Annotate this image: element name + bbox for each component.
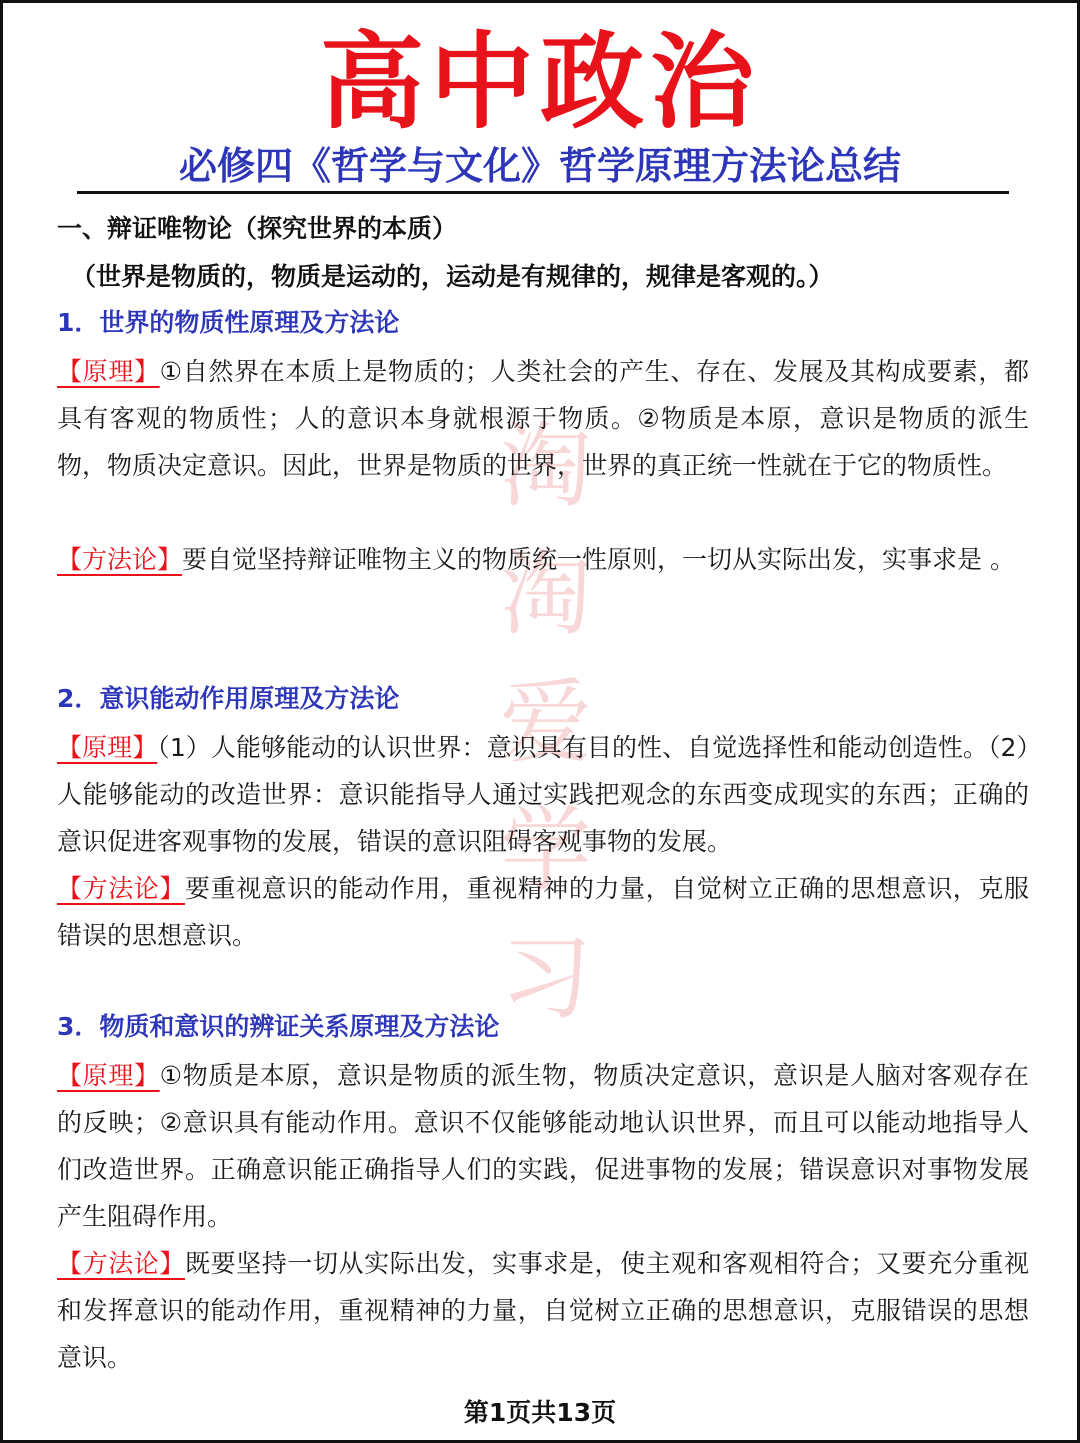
topic-2-principle [57,724,1029,865]
page-title: 高中政治 [319,21,760,143]
principle-text: （1）人能够能动的认识世界：意识具有目的性、自觉选择性和能动创造性。（2）人能够能动的改造世界：意识能指导人通过实践把观念的东西变成现实的东西；正确的意识促进客观事物的发展，错误的意识阻碍客观事物的发展。 [57,733,1029,856]
principle-label: 【原理】 [57,357,160,386]
section-summary: （世界是物质的，物质是运动的，运动是有规律的，规律是客观的。） [71,262,834,291]
method-text: 要重视意识的能动作用，重视精神的力量，自觉树立正确的思想意识，克服错误的思想意识。 [57,874,1029,950]
principle-label: 【原理】 [57,1061,160,1090]
topic-3-method [57,1240,1029,1381]
principle-label: 【原理】 [57,733,158,762]
method-label: 【方法论】 [57,545,183,574]
topic-3-principle [57,1052,1029,1240]
principle-text: ①物质是本原，意识是物质的派生物，物质决定意识，意识是人脑对客观存在的反映；②意识具有能动作用。意识不仅能够能动地认识世界，而且可以能动地指导人们改造世界。正确意识能正确指导人们的实践，促进事物的发展；错误意识对事物发展产生阻碍作用。 [57,1061,1029,1231]
principle-text: ①自然界在本质上是物质的；人类社会的产生、存在、发展及其构成要素，都具有客观的物质性；人的意识本身就根源于物质。②物质是本原，意识是物质的派生物，物质决定意识。因此，世界是物质的世界，世界的真正统一性就在于它的物质性。 [57,357,1029,480]
topic-1-method [57,536,1029,583]
title-divider [77,191,1009,194]
method-label: 【方法论】 [57,1249,185,1278]
watermark-char: 淘 [499,541,592,648]
method-text: 既要坚持一切从实际出发，实事求是，使主观和客观相符合；又要充分重视和发挥意识的能动作用，重视精神的力量，自觉树立正确的思想意识，克服错误的思想意识。 [57,1249,1029,1372]
watermark-char: 爱 [499,669,592,776]
watermark-char: 习 [499,925,592,1032]
topic-1-principle [57,348,1029,489]
topic-heading-2: 2．意识能动作用原理及方法论 [57,684,400,713]
page-number: 第1页共13页 [463,1398,617,1427]
topic-2-method [57,865,1029,959]
section-heading: 一、辩证唯物论（探究世界的本质） [57,214,458,243]
method-text: 要自觉坚持辩证唯物主义的物质统一性原则，一切从实际出发，实事求是 。 [182,545,1015,574]
topic-heading-1: 1．世界的物质性原理及方法论 [57,308,400,337]
watermark-char: 淘 [499,413,592,520]
watermark-char: 学 [499,797,592,904]
topic-heading-3: 3．物质和意识的辨证关系原理及方法论 [57,1012,500,1041]
page-subtitle: 必修四《哲学与文化》哲学原理方法论总结 [178,144,901,188]
method-label: 【方法论】 [57,874,185,903]
